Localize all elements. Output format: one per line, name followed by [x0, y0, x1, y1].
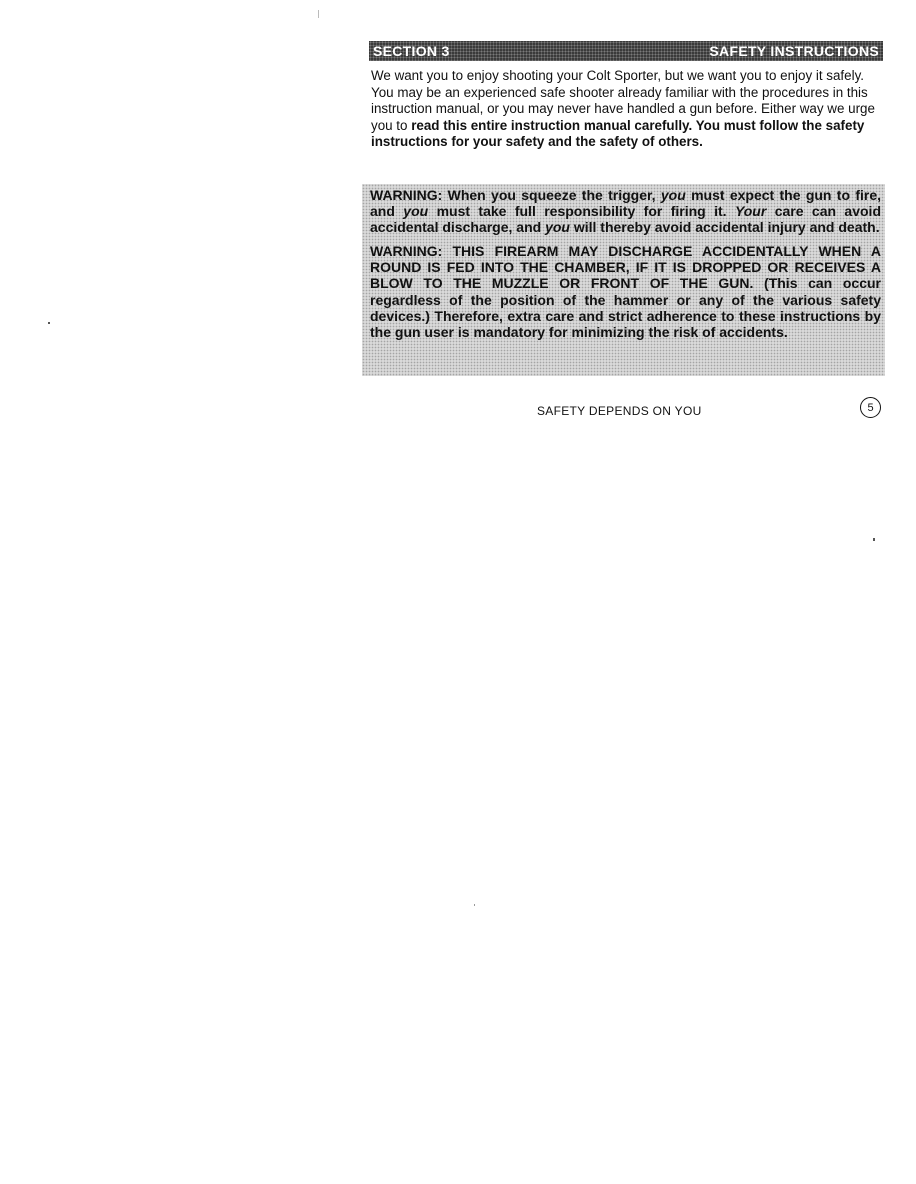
- intro-paragraph: [371, 68, 883, 151]
- section-label: SECTION 3: [373, 43, 450, 59]
- warning-1-part-2: must expect the gun to fire, and: [370, 187, 881, 220]
- warning-1-em-3: Your: [734, 203, 767, 220]
- warning-1-em-4: you: [545, 219, 570, 236]
- scan-speck: [474, 904, 475, 906]
- intro-bold-text: read this entire instruction manual carefully. You must follow the safety instructions for your safety and the safety of others.: [371, 117, 865, 150]
- warning-1-em-1: you: [660, 187, 686, 203]
- warning-1-part-4: care can avoid accidental discharge, and: [370, 203, 881, 236]
- warning-box: [362, 184, 885, 376]
- warning-1-em-2: you: [403, 203, 429, 220]
- page-number: 5: [867, 401, 874, 414]
- footer-text: SAFETY DEPENDS ON YOU: [537, 404, 702, 418]
- scan-speck: [318, 10, 319, 18]
- section-header-bar: [369, 41, 883, 61]
- warning-1-part-1: WARNING: When you squeeze the trigger,: [370, 187, 661, 203]
- section-title: SAFETY INSTRUCTIONS: [709, 43, 879, 59]
- scan-speck: [48, 322, 50, 324]
- intro-text: We want you to enjoy shooting your Colt Sporter, but we want you to enjoy it safely. You may be an experienced safe shooter already familiar with the procedures in this instruction manual, or you may never have handled a gun before. Either way we urge you to: [371, 68, 875, 133]
- page-number-badge: [860, 397, 881, 418]
- warning-discharge: WARNING: THIS FIREARM MAY DISCHARGE ACCIDENTALLY WHEN A ROUND IS FED INTO THE CHAMBER, IF IT IS DROPPED OR RECEIVES A BLOW TO THE MUZZLE OR FRONT OF THE GUN. (This can occur regardless of the position of the hammer or any of the various safety devices.) Therefore, extra care and strict adherence to these instructions by the gun user is mandatory for minimizing the risk of accidents.: [370, 243, 881, 340]
- warning-1-part-5: will thereby avoid accidental injury and death.: [569, 219, 880, 236]
- warning-1-part-3: must take full responsibility for firing it.: [428, 203, 735, 220]
- scan-speck: [873, 538, 875, 541]
- warning-trigger: [370, 187, 881, 235]
